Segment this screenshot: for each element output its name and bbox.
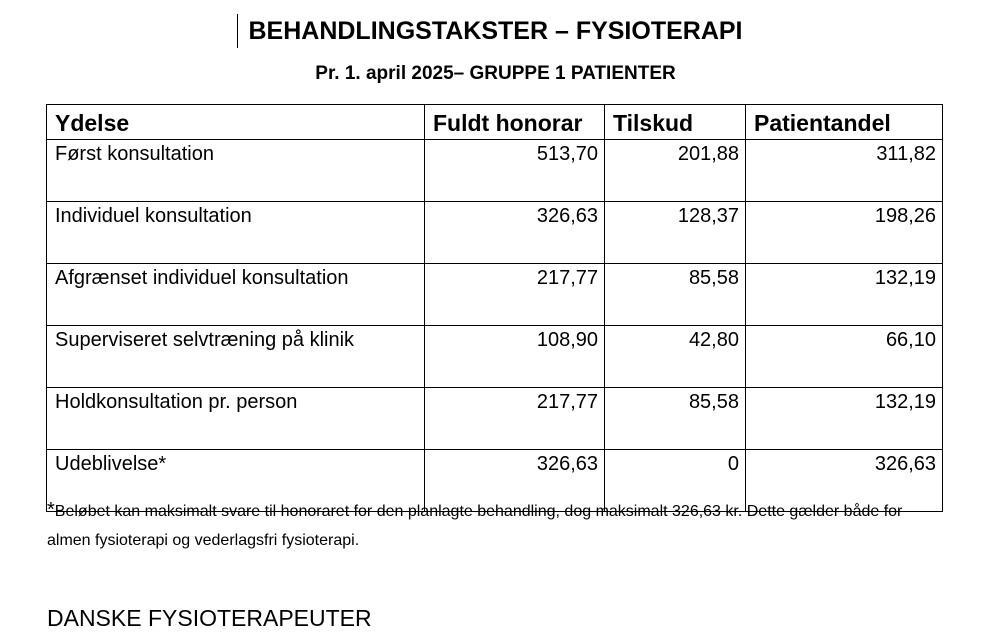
cell-ydelse: Udeblivelse* <box>47 450 425 512</box>
cell-fuldt-honorar: 326,63 <box>425 202 605 264</box>
cell-fuldt-honorar: 326,63 <box>425 450 605 512</box>
cell-ydelse: Først konsultation <box>47 140 425 202</box>
cell-ydelse: Afgrænset individuel konsultation <box>47 264 425 326</box>
cell-fuldt-honorar: 217,77 <box>425 264 605 326</box>
cell-patientandel: 132,19 <box>746 264 943 326</box>
cell-tilskud: 201,88 <box>605 140 746 202</box>
cell-ydelse: Individuel konsultation <box>47 202 425 264</box>
cell-fuldt-honorar: 513,70 <box>425 140 605 202</box>
table-row <box>47 388 943 450</box>
cell-patientandel: 132,19 <box>746 388 943 450</box>
cell-tilskud: 0 <box>605 450 746 512</box>
cell-tilskud: 128,37 <box>605 202 746 264</box>
cell-patientandel: 311,82 <box>746 140 943 202</box>
cell-tilskud: 85,58 <box>605 264 746 326</box>
text-cursor <box>237 14 238 48</box>
footnote <box>47 496 947 555</box>
cell-tilskud: 42,80 <box>605 326 746 388</box>
cell-fuldt-honorar: 217,77 <box>425 388 605 450</box>
table-row <box>47 326 943 388</box>
header-patientandel: Patientandel <box>746 105 943 140</box>
cell-patientandel: 326,63 <box>746 450 943 512</box>
cell-ydelse: Superviseret selvtræning på klinik <box>47 326 425 388</box>
table-row <box>47 140 943 202</box>
fee-table <box>46 104 943 512</box>
cell-fuldt-honorar: 108,90 <box>425 326 605 388</box>
cell-patientandel: 198,26 <box>746 202 943 264</box>
header-ydelse: Ydelse <box>47 105 425 140</box>
header-tilskud: Tilskud <box>605 105 746 140</box>
footer-organization: DANSKE FYSIOTERAPEUTER <box>47 605 372 631</box>
document-subtitle: Pr. 1. april 2025– GRUPPE 1 PATIENTER <box>315 63 676 84</box>
footnote-text: Beløbet kan maksimalt svare til honoraret for den planlagte behandling, dog maksimalt 326,63 kr. Dette gælder både for almen fysioterapi og vederlagsfri fysioterapi. <box>47 503 903 549</box>
cell-ydelse: Holdkonsultation pr. person <box>47 388 425 450</box>
table-header-row <box>47 105 943 140</box>
table-row <box>47 264 943 326</box>
cell-patientandel: 66,10 <box>746 326 943 388</box>
header-fuldt-honorar: Fuldt honorar <box>425 105 605 140</box>
cell-tilskud: 85,58 <box>605 388 746 450</box>
document-title: BEHANDLINGSTAKSTER – FYSIOTERAPI <box>248 17 743 45</box>
footnote-marker: * <box>47 499 55 521</box>
table-row <box>47 202 943 264</box>
